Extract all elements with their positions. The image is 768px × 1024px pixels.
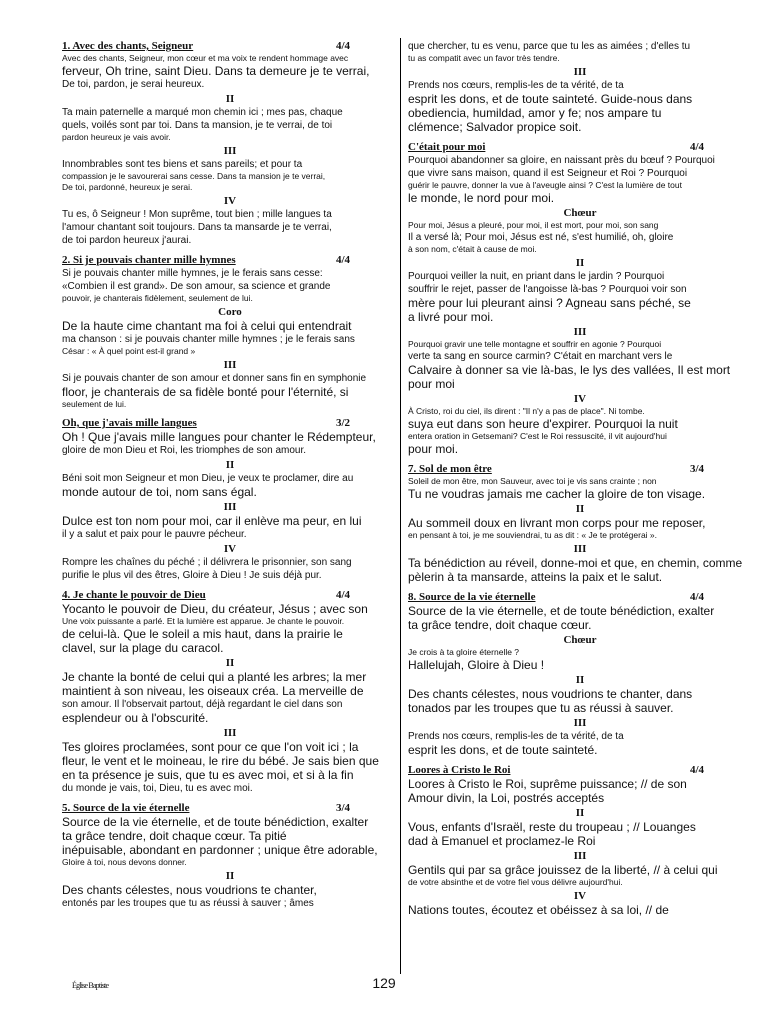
lyric-line: À Cristo, roi du ciel, ils dirent : "Il n'y a pas de place". Ni tombe. <box>408 406 645 416</box>
lyric-line: Source de la vie éternelle, et de toute bénédiction, exalter <box>62 815 369 829</box>
song-heading <box>408 591 752 604</box>
verse-label: III <box>573 66 587 78</box>
lyric-line: Gloire à toi, nous devons donner. <box>62 857 187 867</box>
lyric-line: Avec des chants, Seigneur, mon cœur et ma voix te rendent hommage avec <box>62 53 349 63</box>
lyric-line: suya eut dans son heure d'expirer. Pourquoi la nuit <box>408 417 678 431</box>
lyric-line: pardon heureux je vais avoir. <box>62 132 171 142</box>
song-heading <box>62 254 398 267</box>
lyric-line: Loores à Cristo le Roi, suprême puissance; // de son <box>408 777 687 791</box>
lyric-line: esprit les dons, et de toute sainteté. <box>408 743 598 757</box>
verse-label: II <box>575 674 585 686</box>
lyric-line: Source de la vie éternelle, et de toute bénédiction, exalter <box>408 604 715 618</box>
lyric-line: Ta main paternelle a marqué mon chemin ici ; mes pas, chaque <box>62 107 343 118</box>
lyric-line: purifie le plus vil des êtres, Gloire à Dieu ! Je suis déjà pur. <box>62 570 322 581</box>
lyric-line: pour moi. <box>408 442 459 456</box>
verse-label: III <box>223 501 237 513</box>
lyric-line: Pourquoi abandonner sa gloire, en naissant près du bœuf ? Pourquoi <box>408 155 715 166</box>
song-meter: 4/4 <box>335 254 350 266</box>
lyric-line: Ta bénédiction au réveil, donne-moi et que, en chemin, comme <box>408 556 743 570</box>
lyric-line: compassion je le savourerai sans cesse. Dans ta mansion je te verrai, <box>62 171 326 181</box>
song-title: 7. Sol de mon être <box>408 463 492 475</box>
lyric-line: Je chante la bonté de celui qui a planté les arbres; la mer <box>62 670 367 684</box>
lyric-line: quels, voilés sont par toi. Dans ta mansion, je te verrai, de toi <box>62 120 333 131</box>
page-number: 129 <box>372 975 396 991</box>
verse-label: Chœur <box>563 207 597 219</box>
song-meter: 4/4 <box>689 591 704 603</box>
verse-label: IV <box>223 195 237 207</box>
lyric-line: Nations toutes, écoutez et obéissez à sa loi, // de <box>408 903 669 917</box>
lyric-line: de votre absinthe et de votre fiel vous délivre aujourd'hui. <box>408 877 623 887</box>
lyric-line: floor, je chanterais de sa fidèle bonté pour l'éternité, si <box>62 385 349 399</box>
lyric-line: «Combien il est grand». De son amour, sa science et grande <box>62 281 331 292</box>
song-meter: 3/2 <box>335 417 350 429</box>
lyric-line: pèlerin à ta mansarde, atteins la paix et le salut. <box>408 570 663 584</box>
lyric-line: le monde, le nord pour moi. <box>408 191 555 205</box>
lyric-line: de celui-là. Que le soleil a mis haut, dans la prairie le <box>62 627 343 641</box>
lyric-line: De la haute cime chantant ma foi à celui qui entendrait <box>62 319 352 333</box>
song-meter: 3/4 <box>689 463 704 475</box>
song-meter: 4/4 <box>335 589 350 601</box>
song-title: C'était pour moi <box>408 141 486 153</box>
lyric-line: Je crois à ta gloire éternelle ? <box>408 647 520 657</box>
lyric-line: Calvaire à donner sa vie là-bas, le lys des vallées, Il est mort <box>408 363 731 377</box>
verse-label: III <box>223 359 237 371</box>
song-meter: 3/4 <box>335 802 350 814</box>
lyric-line: à son nom, c'était à cause de moi. <box>408 244 537 254</box>
verse-label: IV <box>223 543 237 555</box>
lyric-line: du monde je vais, toi, Dieu, tu es avec moi. <box>62 783 253 794</box>
lyric-line: entera oration in Getsemani? C'est le Roi ressuscité, il vit aujourd'hui <box>408 431 667 441</box>
lyric-line: Il a versé là; Pour moi, Jésus est né, s'est humilié, oh, gloire <box>408 232 674 243</box>
lyric-line: Yocanto le pouvoir de Dieu, du créateur, Jésus ; avec son <box>62 602 368 616</box>
song-heading <box>408 141 752 154</box>
lyric-line: Pour moi, Jésus a pleuré, pour moi, il est mort, pour moi, son sang <box>408 220 659 230</box>
lyric-line: que vivre sans maison, quand il est Seigneur et Roi ? Pourquoi <box>408 168 688 179</box>
song-heading <box>62 417 398 430</box>
lyric-line: dad à Emanuel et proclamez-le Roi <box>408 834 596 848</box>
lyric-line: guérir le pauvre, donner la vue à l'aveugle ainsi ? C'est la lumière de tout <box>408 180 682 190</box>
lyric-line: tu as compatit avec un favor très tendre. <box>408 53 560 63</box>
lyric-line: en pensant à toi, je me souviendrai, tu as dit : « Je te protégerai ». <box>408 530 658 540</box>
lyric-line: ma chanson : si je pouvais chanter mille hymnes ; je le ferais sans <box>62 334 355 345</box>
verse-label: II <box>225 657 235 669</box>
lyric-line: Soleil de mon être, mon Sauveur, avec toi je vis sans crainte ; non <box>408 476 657 486</box>
left-column <box>62 40 398 975</box>
lyric-line: maintient à son niveau, les oiseaux créa. La merveille de <box>62 684 364 698</box>
lyric-line: ta grâce tendre, doit chaque cœur. Ta pitié <box>62 829 287 843</box>
lyric-line: Si je pouvais chanter de son amour et donner sans fin en symphonie <box>62 373 367 384</box>
song-title: 2. Si je pouvais chanter mille hymnes <box>62 254 236 266</box>
lyric-line: De toi, pardonné, heureux je serai. <box>62 182 193 192</box>
lyric-line: tonados par les troupes que tu as réussi à sauver. <box>408 701 674 715</box>
lyric-line: Gentils qui par sa grâce jouissez de la liberté, // à celui qui <box>408 863 718 877</box>
verse-label: II <box>575 503 585 515</box>
song-title: 5. Source de la vie éternelle <box>62 802 190 814</box>
song-heading <box>62 589 398 602</box>
verse-label: Coro <box>218 306 242 318</box>
lyric-line: mère pour lui pleurant ainsi ? Agneau sans péché, se <box>408 296 691 310</box>
verse-label: II <box>225 459 235 471</box>
lyric-line: gloire de mon Dieu et Roi, les triomphes de son amour. <box>62 445 307 456</box>
lyric-line: Oh ! Que j'avais mille langues pour chanter le Rédempteur, <box>62 430 376 444</box>
verse-label: III <box>573 326 587 338</box>
lyric-line: Rompre les chaînes du péché ; il délivrera le prisonnier, son sang <box>62 557 352 568</box>
lyric-line: Pourquoi gravir une telle montagne et souffrir en agonie ? Pourquoi <box>408 339 662 349</box>
lyric-line: que chercher, tu es venu, parce que tu les as aimées ; d'elles tu <box>408 41 691 52</box>
song-title: 1. Avec des chants, Seigneur <box>62 40 194 52</box>
lyric-line: Si je pouvais chanter mille hymnes, je le ferais sans cesse: <box>62 268 323 279</box>
lyric-line: Amour divin, la Loi, postrés acceptés <box>408 791 605 805</box>
lyric-line: César : « À quel point est-il grand » <box>62 346 196 356</box>
lyric-line: esprit les dons, et de toute sainteté. Guide-nous dans <box>408 92 693 106</box>
lyric-line: souffrir le rejet, passer de l'angoisse là-bas ? Pourquoi voir son <box>408 284 687 295</box>
right-column <box>408 40 752 975</box>
lyric-line: il y a salut et paix pour le pauvre pécheur. <box>62 529 247 540</box>
verse-label: III <box>573 717 587 729</box>
lyric-line: verte ta sang en source carmin? C'était en marchant vers le <box>408 351 673 362</box>
song-title: Oh, que j'avais mille langues <box>62 417 197 429</box>
lyric-line: Pourquoi veiller la nuit, en priant dans le jardin ? Pourquoi <box>408 271 665 282</box>
lyric-line: Des chants célestes, nous voudrions te chanter, dans <box>408 687 693 701</box>
verse-label: IV <box>573 393 587 405</box>
lyric-line: Tes gloires proclamées, sont pour ce que l'on voit ici ; la <box>62 740 359 754</box>
lyric-line: pouvoir, je chanterais fidèlement, seulement de lui. <box>62 293 253 303</box>
lyric-line: clémence; Salvador propice soit. <box>408 120 582 134</box>
lyric-line: clavel, sur la plage du caracol. <box>62 641 224 655</box>
lyric-line: l'amour chantant soit toujours. Dans ta mansarde je te verrai, <box>62 222 332 233</box>
song-title: Loores à Cristo le Roi <box>408 764 511 776</box>
song-heading <box>62 40 398 53</box>
verse-label: II <box>225 93 235 105</box>
lyric-line: Innombrables sont tes biens et sans pareils; et pour ta <box>62 159 303 170</box>
lyric-line: a livré pour moi. <box>408 310 494 324</box>
lyric-line: ferveur, Oh trine, saint Dieu. Dans ta demeure je te verrai, <box>62 64 370 78</box>
lyric-line: de toi pardon heureux j'aurai. <box>62 235 192 246</box>
lyric-line: Hallelujah, Gloire à Dieu ! <box>408 658 545 672</box>
verse-label: III <box>223 727 237 739</box>
lyric-line: pour moi <box>408 377 455 391</box>
lyric-line: De toi, pardon, je serai heureux. <box>62 79 205 90</box>
lyric-line: seulement de lui. <box>62 399 127 409</box>
lyric-line: Une voix puissante a parlé. Et la lumière est apparue. Je chante le pouvoir. <box>62 616 345 626</box>
verse-label: II <box>575 257 585 269</box>
verse-label: IV <box>573 890 587 902</box>
verse-label: II <box>575 807 585 819</box>
lyric-line: en ta présence je suis, que tu es avec moi, et si à la fin <box>62 768 354 782</box>
verse-label: III <box>573 850 587 862</box>
song-title: 8. Source de la vie éternelle <box>408 591 536 603</box>
lyric-line: Tu es, ô Seigneur ! Mon suprême, tout bien ; mille langues ta <box>62 209 332 220</box>
verse-label: III <box>573 543 587 555</box>
lyric-line: entonés par les troupes que tu as réussi à sauver ; âmes <box>62 898 314 909</box>
verse-label: II <box>225 870 235 882</box>
lyric-line: obediencia, humildad, amor y fe; nos ampare tu <box>408 106 662 120</box>
verse-label: Chœur <box>563 634 597 646</box>
lyric-line: fleur, le vent et le moineau, le rire du bébé. Je sais bien que <box>62 754 379 768</box>
lyric-line: son amour. Il l'observait partout, déjà regardant le ciel dans son <box>62 699 343 710</box>
lyric-line: ta grâce tendre, doit chaque cœur. <box>408 618 592 632</box>
column-divider <box>400 38 401 974</box>
lyric-line: Au sommeil doux en livrant mon corps pour me reposer, <box>408 516 706 530</box>
song-meter: 4/4 <box>335 40 350 52</box>
lyric-line: Dulce est ton nom pour moi, car il enlève ma peur, en lui <box>62 514 362 528</box>
lyric-line: Des chants célestes, nous voudrions te chanter, <box>62 883 317 897</box>
song-title: 4. Je chante le pouvoir de Dieu <box>62 589 206 601</box>
lyric-line: Prends nos cœurs, remplis-les de ta vérité, de ta <box>408 80 624 91</box>
lyric-line: Tu ne voudras jamais me cacher la gloire de ton visage. <box>408 487 706 501</box>
lyric-line: monde autour de toi, nom sans égal. <box>62 485 257 499</box>
lyric-line: Vous, enfants d'Israël, reste du troupeau ; // Louanges <box>408 820 696 834</box>
song-heading <box>62 802 398 815</box>
lyric-line: esplendeur ou à l'obscurité. <box>62 711 209 725</box>
song-heading <box>408 463 752 476</box>
lyric-line: Béni soit mon Seigneur et mon Dieu, je veux te proclamer, dire au <box>62 473 354 484</box>
lyric-line: inépuisable, abondant en pardonner ; unique être adorable, <box>62 843 378 857</box>
song-heading <box>408 764 752 777</box>
song-meter: 4/4 <box>689 141 704 153</box>
footer-church-name: Église Baptiste <box>72 981 109 990</box>
lyric-line: Prends nos cœurs, remplis-les de ta vérité, de ta <box>408 731 624 742</box>
song-meter: 4/4 <box>689 764 704 776</box>
verse-label: III <box>223 145 237 157</box>
